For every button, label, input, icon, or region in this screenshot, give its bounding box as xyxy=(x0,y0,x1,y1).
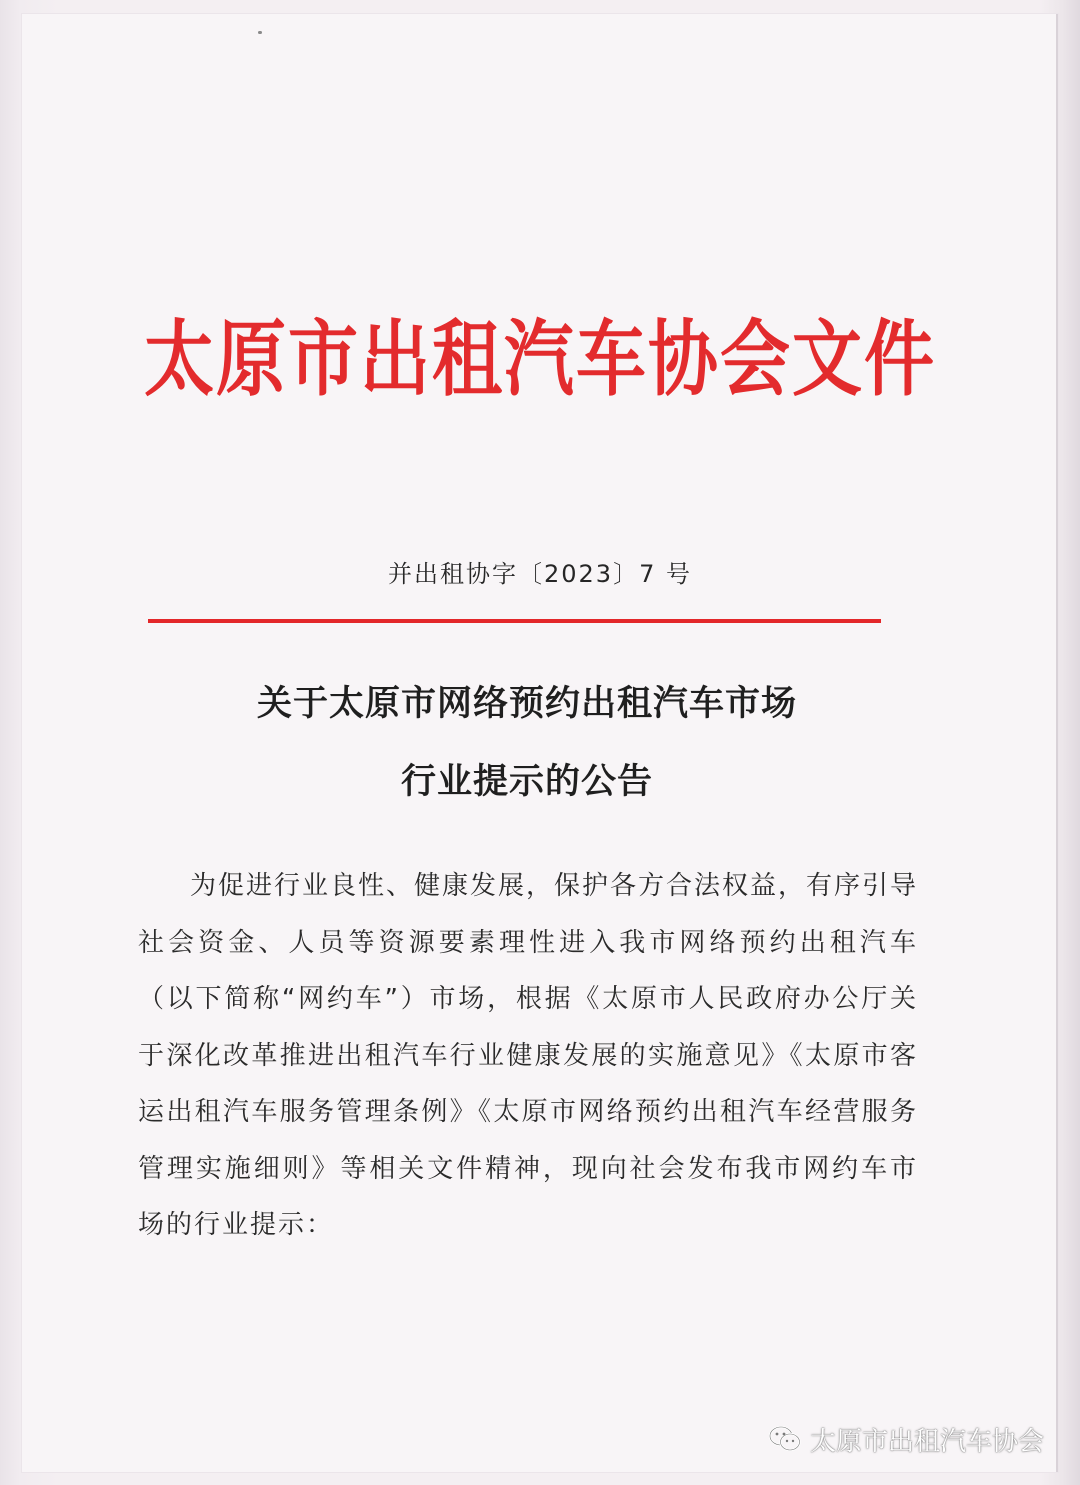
document-header-title: 太原市出租汽车协会文件 xyxy=(144,309,936,408)
body-paragraph: 为促进行业良性、健康发展，保护各方合法权益，有序引导社会资金、人员等资源要素理性进入我市网络预约出租汽车（以下简称“网约车”）市场，根据《太原市人民政府办公厅关于深化改革推进出租汽车行业健康发展的实施意见》《太原市客运出租汽车服务管理条例》《太原市网络预约出租汽车经营服务管理实施细则》等相关文件精神，现向社会发布我市网约车市场的行业提示： xyxy=(138,871,919,1240)
header-divider xyxy=(148,619,881,623)
wechat-icon xyxy=(768,1424,802,1454)
watermark xyxy=(768,1422,1044,1456)
page-edge xyxy=(1056,14,1058,1472)
watermark-text: 太原市出租汽车协会 xyxy=(809,1426,1044,1457)
scan-speck xyxy=(258,31,262,34)
document-subject-line-2: 行业提示的公告 xyxy=(400,761,653,802)
document-number: 并出租协字〔2023〕7 号 xyxy=(388,560,692,588)
document-subject-line-1: 关于太原市网络预约出租汽车市场 xyxy=(256,683,797,724)
